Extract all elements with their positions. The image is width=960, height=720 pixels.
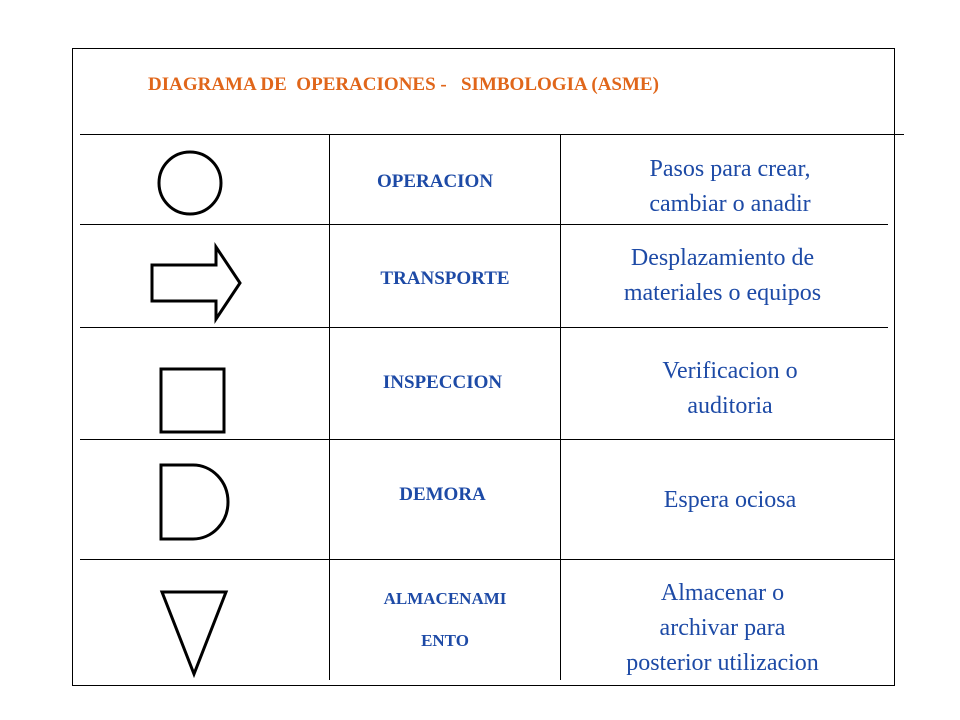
row-divider-4 bbox=[80, 559, 895, 560]
row-divider-2 bbox=[80, 327, 888, 328]
arrow-icon bbox=[150, 245, 245, 325]
column-divider-2 bbox=[560, 134, 561, 680]
desc-inspeccion-line-2: auditoria bbox=[687, 393, 773, 419]
d-shape-icon bbox=[158, 462, 233, 542]
desc-transporte-line-1: Desplazamiento de bbox=[630, 245, 815, 271]
label-operacion: OPERACION bbox=[376, 171, 494, 192]
label-demora: DEMORA bbox=[399, 484, 486, 505]
column-divider-1 bbox=[329, 134, 330, 680]
desc-almacenamiento-line-2: archivar para bbox=[659, 615, 786, 641]
desc-operacion bbox=[585, 152, 875, 222]
desc-almacenamiento-line-3: posterior utilizacion bbox=[626, 650, 819, 676]
square-icon bbox=[158, 366, 228, 436]
header-divider bbox=[80, 134, 904, 135]
desc-inspeccion bbox=[585, 354, 875, 424]
row-divider-1 bbox=[80, 224, 888, 225]
label-inspeccion: INSPECCION bbox=[382, 372, 503, 393]
desc-demora bbox=[585, 483, 875, 518]
label-almacenamiento-line-1: ALMACENAMI bbox=[383, 589, 507, 608]
desc-almacenamiento bbox=[570, 576, 875, 681]
desc-inspeccion-line-1: Verificacion o bbox=[662, 358, 798, 384]
desc-operacion-line-1: Pasos para crear, bbox=[649, 156, 811, 182]
label-transporte: TRANSPORTE bbox=[380, 268, 510, 289]
desc-almacenamiento-line-1: Almacenar o bbox=[660, 580, 785, 606]
circle-icon bbox=[155, 150, 225, 220]
desc-operacion-line-2: cambiar o anadir bbox=[649, 191, 811, 217]
desc-transporte-line-2: materiales o equipos bbox=[623, 280, 822, 306]
label-almacenamiento-line-2: ENTO bbox=[421, 631, 469, 650]
desc-transporte bbox=[570, 241, 875, 311]
desc-demora-line-1: Espera ociosa bbox=[663, 487, 797, 513]
row-divider-3 bbox=[80, 439, 895, 440]
triangle-icon bbox=[160, 588, 230, 683]
diagram-title: DIAGRAMA DE OPERACIONES - SIMBOLOGIA (ASME) bbox=[148, 74, 659, 95]
